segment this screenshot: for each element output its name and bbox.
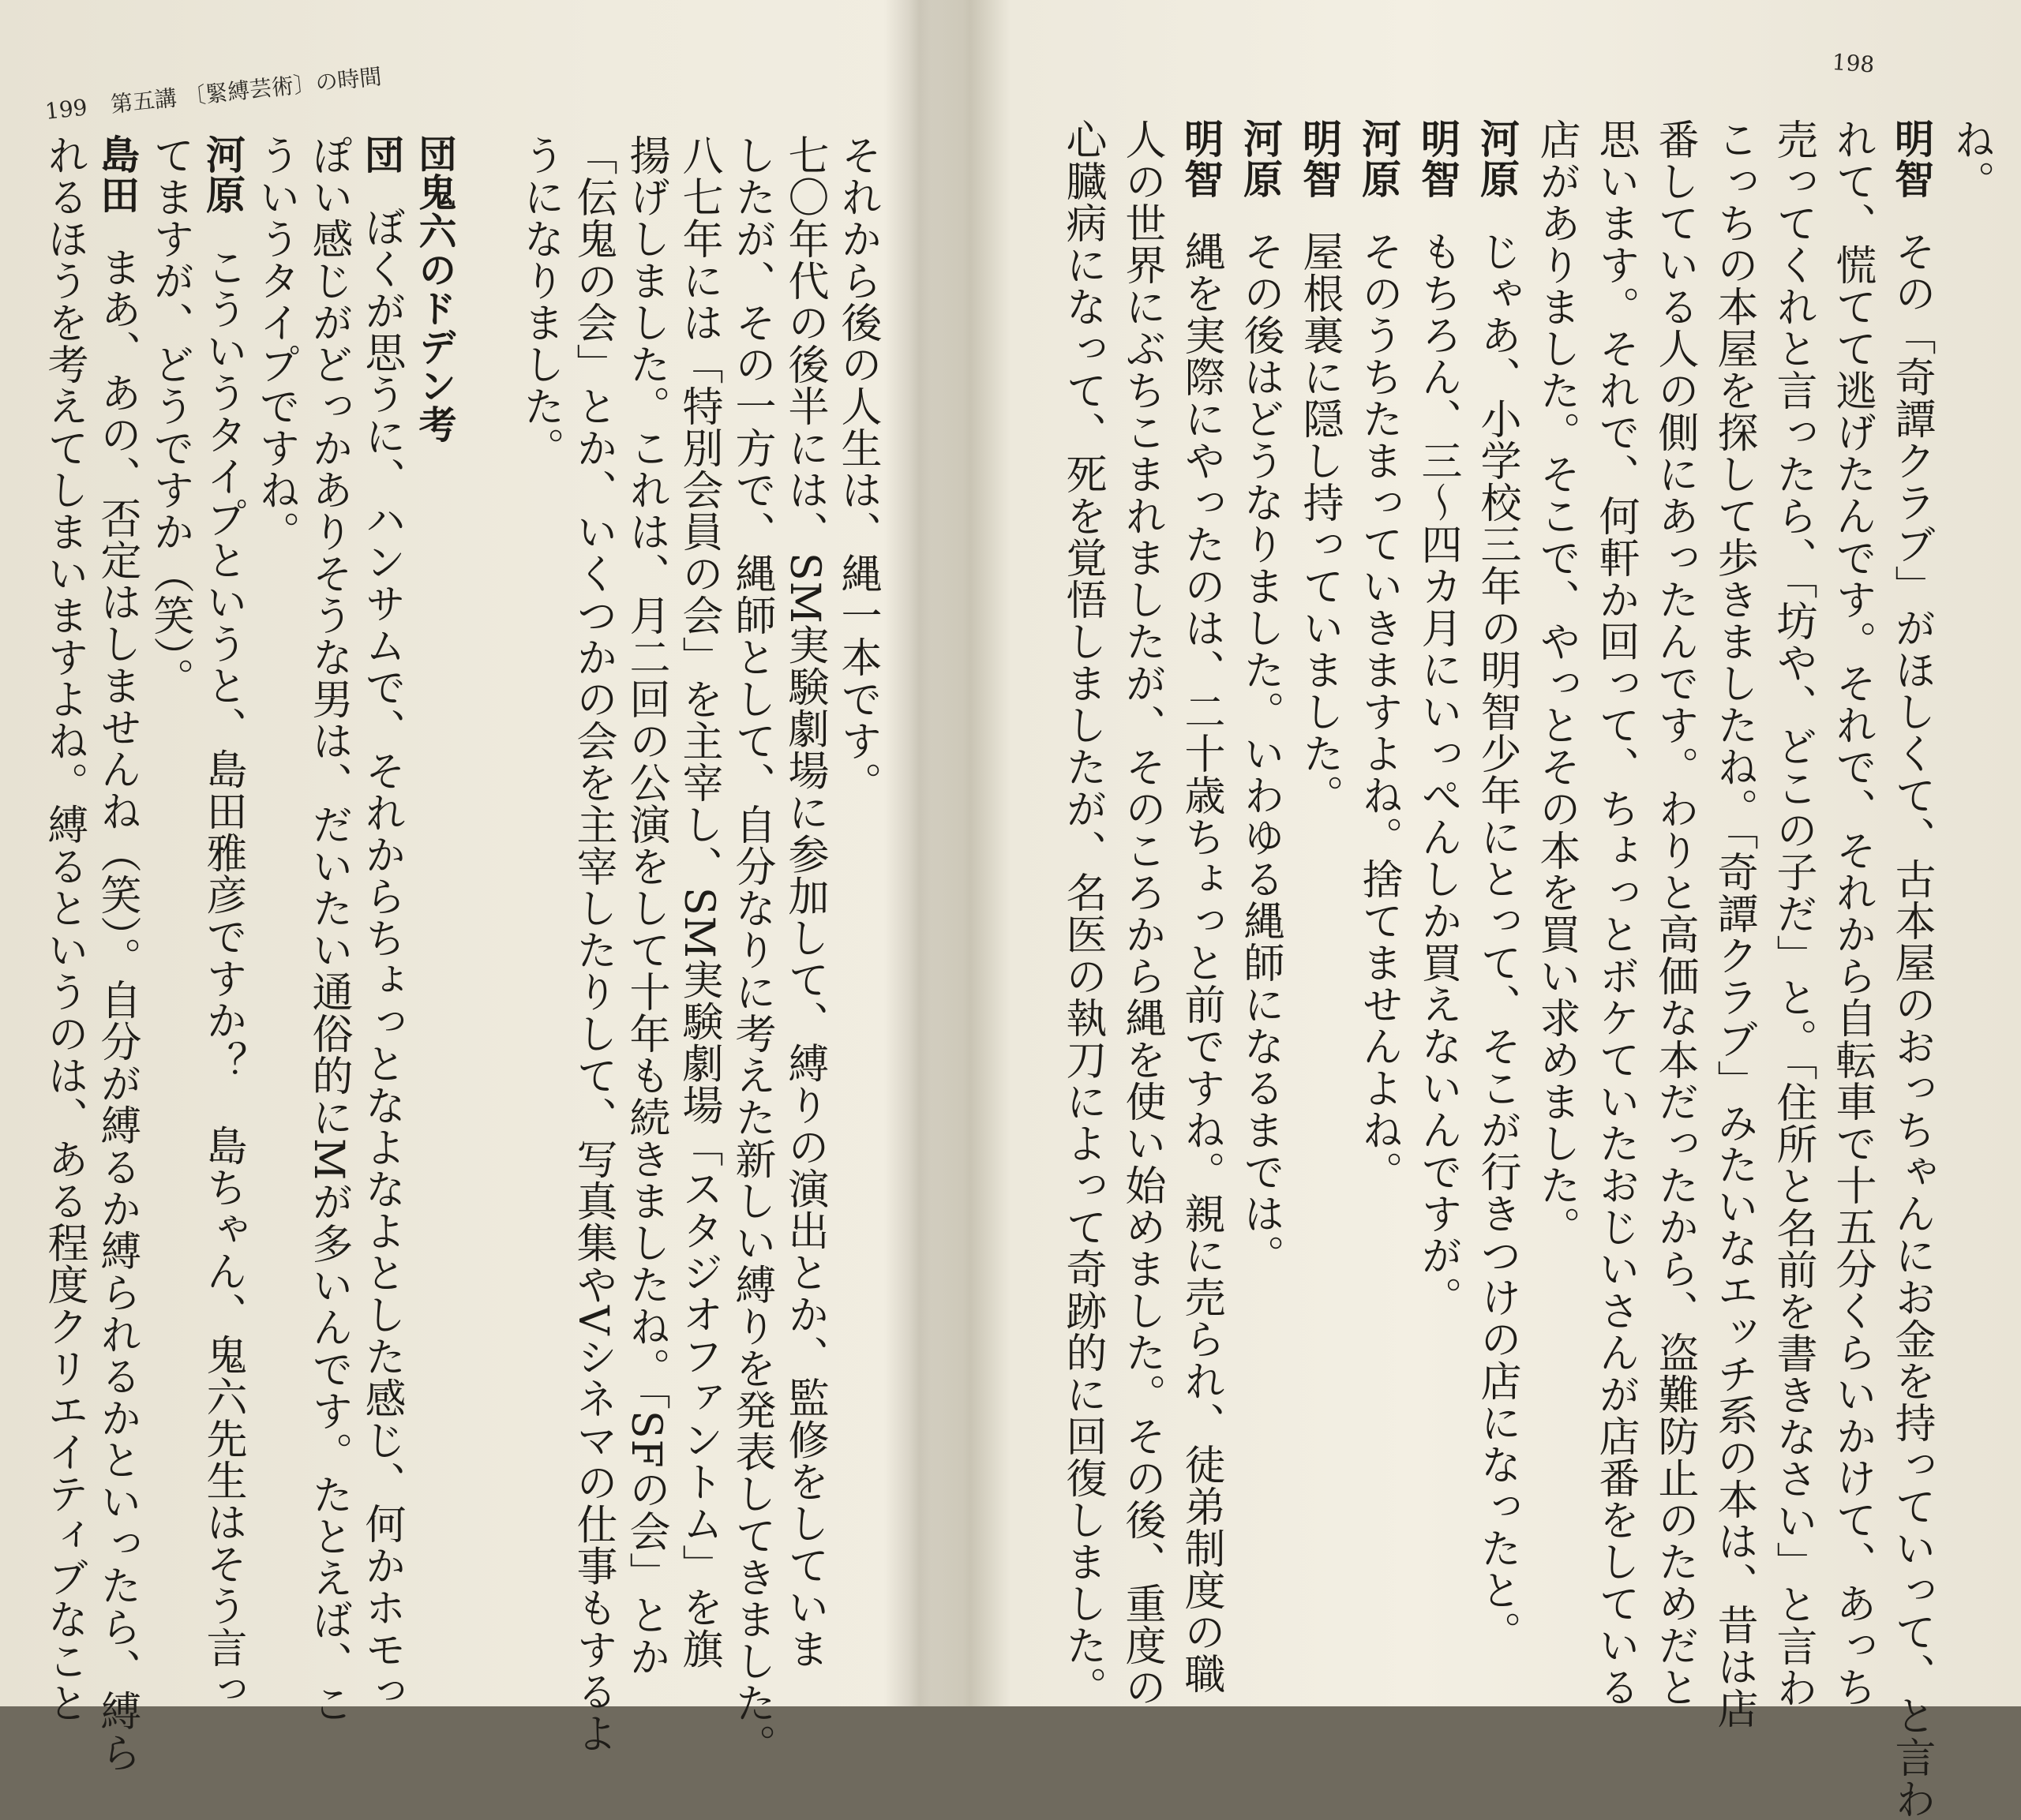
text-line	[249, 134, 302, 1689]
line-text: ぼくが思うに、ハンサムで、それからちょっとなよなよとした感じ、何かホモっ	[358, 206, 405, 1712]
speaker-name: 明智	[1415, 118, 1460, 199]
speaker-name: 島田	[94, 134, 140, 215]
text-line	[726, 134, 778, 1766]
line-text: 思います。それで、何軒か回って、ちょっとボケていたおじいさんが店番をしている	[1592, 118, 1639, 1708]
text-line	[1760, 118, 1820, 1709]
line-text: れて、慌てて逃げたんです。それで、それから自転車で十五分くらいかけて、あっち	[1828, 118, 1876, 1708]
text-line	[91, 134, 144, 1773]
text-line	[1228, 118, 1287, 1689]
line-text: じゃあ、小学校三年の明智少年にとって、そこが行きつけの店になったと。	[1473, 230, 1520, 1653]
line-text: 屋根裏に隠し持っていました。	[1295, 230, 1343, 816]
text-line	[620, 134, 673, 1689]
text-line	[1346, 118, 1405, 1689]
speaker-name: 明智	[1888, 118, 1934, 199]
text-line	[673, 134, 726, 1689]
speaker-name: 河原	[1355, 118, 1401, 199]
section-heading: 団鬼六のドデン考	[412, 134, 456, 444]
text-line	[461, 134, 514, 1689]
line-text: 番している人の側にあったんです。わりと高価な本だったから、盗難防止のためだと	[1651, 118, 1698, 1708]
speaker-name: 河原	[200, 134, 246, 215]
text-line	[144, 134, 197, 1689]
text-line	[1879, 118, 1938, 1820]
line-text: 「伝鬼の会」とか、いくつかの会を主宰したりして、写真集やVシネマの仕事もするよ	[569, 134, 617, 1754]
line-text: まあ、あの、否定はしませんね（笑）。自分が縛るか縛られるかといったら、縛ら	[93, 246, 141, 1773]
text-line	[1701, 118, 1760, 1729]
line-text: 八七年には「特別会員の会」を主宰し、SM実験劇場「スタジオファントム」を旗	[675, 134, 722, 1670]
book-gutter	[884, 0, 963, 1706]
text-line	[38, 134, 91, 1724]
left-page-number: 199	[43, 94, 89, 125]
line-text: 店がありました。そこで、やっとその本を買い求めました。	[1532, 118, 1580, 1248]
speaker-name: 明智	[1296, 118, 1342, 199]
line-text: ね。	[1947, 118, 1994, 202]
right-page-text	[1050, 118, 1997, 1820]
text-line	[778, 134, 831, 1689]
text-line	[1050, 118, 1109, 1708]
line-text: 売ってくれと言ったら、「坊や、どこの子だ」と。「住所と名前を書きなさい」と言わ	[1769, 118, 1817, 1709]
left-page-text	[32, 134, 884, 1773]
text-line	[514, 134, 567, 1689]
speaker-name: 河原	[1474, 118, 1520, 199]
right-page-number: 198	[1831, 49, 1876, 78]
text-line	[1524, 118, 1583, 1689]
text-line	[1405, 118, 1464, 1689]
line-text: てますが、どうですか（笑）。	[146, 134, 193, 699]
text-line	[1109, 118, 1168, 1708]
line-text: したが、その一方で、縄師として、自分なりに考えた新しい縛りを発表してきました。	[728, 134, 775, 1766]
line-text: れるほうを考えてしまいますよね。縛るというのは、ある程度クリエイティブなこと	[40, 134, 88, 1724]
text-line	[302, 134, 355, 1725]
line-text: 心臓病になって、死を覚悟しましたが、名医の執刀によって奇跡的に回復しました。	[1059, 118, 1106, 1708]
line-text: もちろん、三～四カ月にいっぺんしか買えないんですが。	[1414, 230, 1461, 1318]
text-line	[408, 134, 461, 1689]
text-line	[831, 134, 884, 1689]
text-line	[1820, 118, 1879, 1708]
line-text: その「奇譚クラブ」がほしくて、古本屋のおっちゃんにお金を持っていって、と言わ	[1888, 230, 1935, 1820]
line-text: ういうタイプですね。	[252, 134, 299, 552]
text-line	[1583, 118, 1642, 1708]
line-text: うになりました。	[516, 134, 564, 469]
line-text: 揚げしました。これは、月二回の公演をして十年も続きましたね。「SFの会」とか	[622, 134, 669, 1678]
line-text: こっちの本屋を探して歩きましたね。「奇譚クラブ」みたいなエッチ系の本は、昔は店	[1710, 118, 1757, 1729]
line-text: それから後の人生は、縄一本です。	[834, 134, 881, 803]
text-line	[197, 134, 249, 1710]
line-text: 七〇年代の後半には、SM実験劇場に参加して、縛りの演出とか、監修をしていま	[781, 134, 828, 1670]
line-text: 人の世界にぶちこまれましたが、そのころから縄を使い始めました。その後、重度の	[1118, 118, 1165, 1708]
left-chapter-title: 第五講 〔緊縛芸術〕の時間	[109, 63, 383, 118]
speaker-name: 明智	[1178, 118, 1224, 199]
line-text: こういうタイプというと、島田雅彦ですか？ 島ちゃん、鬼六先生はそう言っ	[199, 246, 246, 1710]
line-text: そのうちたまっていきますよね。捨てませんよね。	[1355, 230, 1402, 1193]
text-line	[567, 134, 620, 1754]
text-line	[1464, 118, 1524, 1689]
text-line	[1287, 118, 1346, 1689]
left-running-head	[43, 57, 407, 126]
line-text: その後はどうなりました。いわゆる縄師になるまでは。	[1236, 230, 1284, 1276]
speaker-name: 団	[358, 134, 404, 174]
line-text: ぽい感じがどっかありそうな男は、だいたい通俗的にMが多いんです。たとえば、こ	[305, 134, 352, 1725]
text-line	[1642, 118, 1701, 1708]
speaker-name: 河原	[1237, 118, 1283, 199]
text-line	[355, 134, 408, 1712]
text-line	[1938, 118, 1997, 1689]
text-line	[1168, 118, 1228, 1695]
line-text: 縄を実際にやったのは、二十歳ちょっと前ですね。親に売られ、徒弟制度の職	[1177, 230, 1224, 1695]
